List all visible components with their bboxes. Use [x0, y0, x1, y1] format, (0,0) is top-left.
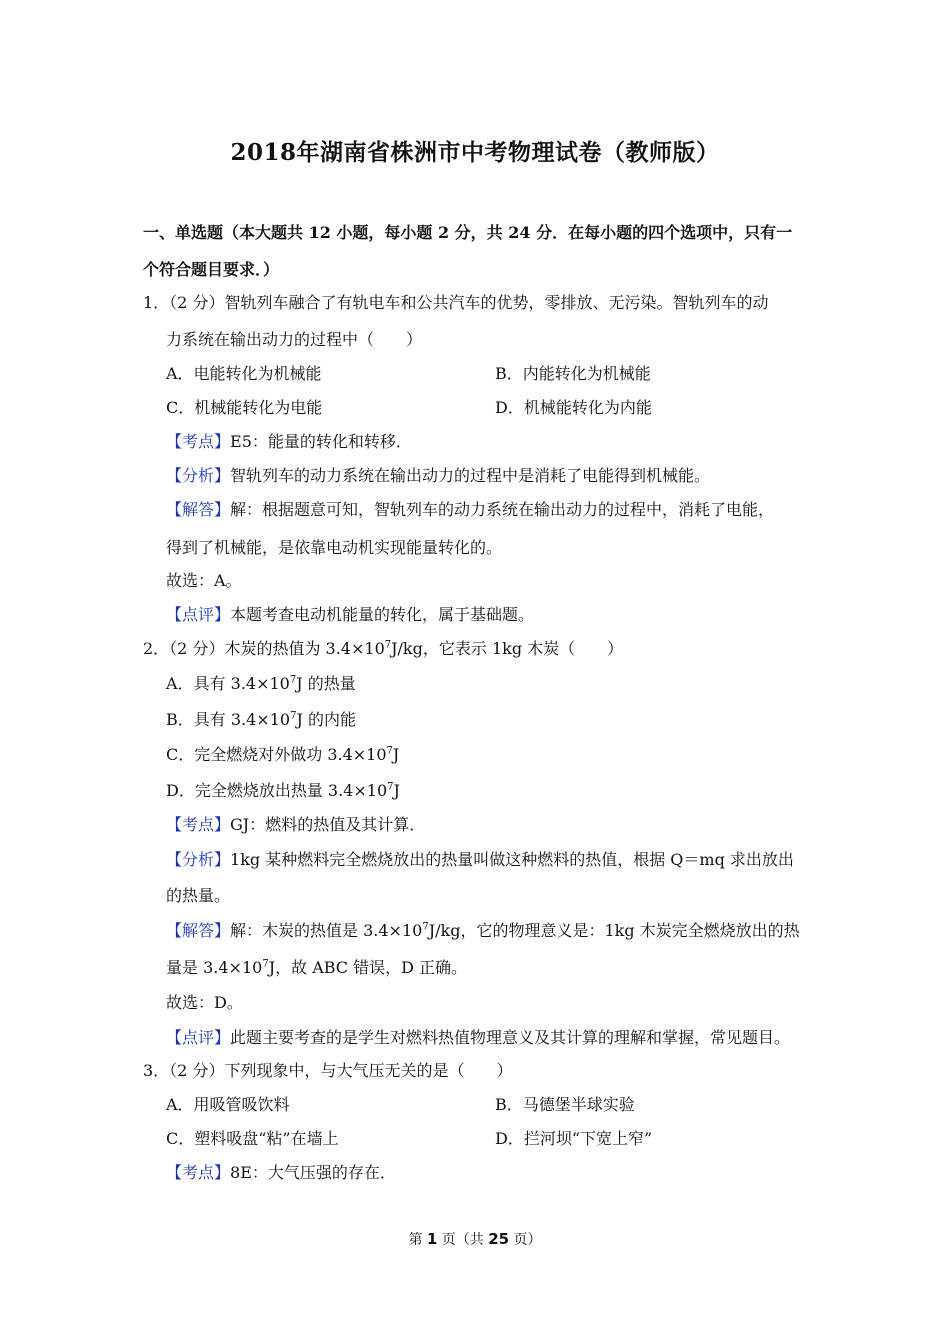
q3-option-b: B．马德堡半球实验: [495, 1095, 635, 1114]
footer-total-pages: 25: [488, 1230, 510, 1248]
q2-option-c-text-b: J: [392, 745, 400, 764]
q2-stem-exponent: 7: [384, 639, 392, 651]
exponent: 7: [290, 710, 297, 722]
footer-page-number: 1: [426, 1230, 438, 1248]
kaodian-label: 【考点】: [166, 432, 231, 451]
q2-dianping: [166, 1027, 790, 1049]
q2-option-d-text-b: J: [393, 781, 400, 800]
exponent: 7: [386, 745, 393, 757]
q2-fenxi-line1: [166, 849, 794, 871]
q3-kaodian: [166, 1162, 396, 1184]
section-heading-line2: 个符合题目要求．）: [143, 260, 280, 279]
q3-option-a: A．用吸管吸饮料: [166, 1095, 290, 1114]
q1-jieda-text1: 解：根据题意可知，智轨列车的动力系统在输出动力的过程中，消耗了电能，: [230, 500, 775, 519]
q1-option-d: D．机械能转化为内能: [495, 398, 652, 417]
exponent: 7: [262, 958, 269, 970]
fenxi-label: 【分析】: [166, 466, 231, 485]
q3-stem: 3．（2 分）下列现象中，与大气压无关的是（ ）: [143, 1061, 513, 1080]
q2-jieda-line1: [166, 920, 800, 942]
exponent: 7: [422, 921, 429, 933]
exponent: 7: [289, 674, 297, 686]
jieda-label: 【解答】: [166, 500, 231, 519]
q1-kaodian-text: E5：能量的转化和转移．: [230, 432, 412, 451]
kaodian-label: 【考点】: [166, 815, 231, 834]
q2-stem-text-b: J/kg，它表示 1kg 木炭（ ）: [391, 639, 624, 658]
q2-dianping-text: 此题主要考查的是学生对燃料热值物理意义及其计算的理解和掌握，常见题目。: [230, 1028, 791, 1047]
q1-stem-line2: 力系统在输出动力的过程中（ ）: [166, 330, 423, 349]
q1-fenxi: [166, 465, 710, 487]
q2-option-a: [166, 673, 356, 695]
q2-jieda2-text-b: J，故 ABC 错误，D 正确。: [268, 958, 468, 977]
q2-option-b-text-b: J 的内能: [296, 710, 356, 729]
section-heading-line1: 一、单选题（本大题共 12 小题，每小题 2 分，共 24 分．在每小题的四个选项中，只有一: [143, 223, 793, 242]
q3-option-c: C．塑料吸盘“粘”在墙上: [166, 1129, 339, 1148]
q2-fenxi-line2: 的热量。: [166, 886, 231, 905]
q2-stem-text-a: 2．（2 分）木炭的热值为 3.4×10: [143, 639, 385, 658]
q2-option-d: [166, 780, 400, 802]
q2-option-a-text-a: A．具有 3.4×10: [166, 674, 290, 693]
q1-option-a: A．电能转化为机械能: [166, 364, 322, 383]
q1-guxuan: 故选：A。: [166, 571, 242, 590]
q1-jieda-line1: [166, 499, 774, 521]
q2-fenxi-text1: 1kg 某种燃料完全燃烧放出的热量叫做这种燃料的热值，根据 Q＝mq 求出放出: [230, 850, 794, 869]
footer-suffix: 页）: [509, 1232, 542, 1248]
q2-option-c-text-a: C．完全燃烧对外做功 3.4×10: [166, 745, 387, 764]
q3-kaodian-text: 8E：大气压强的存在．: [230, 1163, 396, 1182]
q1-kaodian: [166, 431, 412, 453]
dianping-label: 【点评】: [166, 605, 231, 624]
fenxi-label: 【分析】: [166, 850, 231, 869]
q2-jieda1-text-a: 解：木炭的热值是 3.4×10: [230, 921, 423, 940]
q2-stem: [143, 638, 623, 660]
exponent: 7: [387, 781, 394, 793]
q1-fenxi-text: 智轨列车的动力系统在输出动力的过程中是消耗了电能得到机械能。: [230, 466, 711, 485]
q1-jieda-line2: 得到了机械能，是依靠电动机实现能量转化的。: [166, 538, 503, 557]
document-title: 2018年湖南省株洲市中考物理试卷（教师版）: [230, 139, 720, 166]
footer-prefix: 第: [408, 1232, 427, 1248]
kaodian-label: 【考点】: [166, 1163, 231, 1182]
q2-option-b: [166, 709, 356, 731]
jieda-label: 【解答】: [166, 921, 231, 940]
q1-stem-line1: 1．（2 分）智轨列车融合了有轨电车和公共汽车的优势，零排放、无污染。智轨列车的动: [143, 293, 769, 312]
q1-dianping-text: 本题考查电动机能量的转化，属于基础题。: [230, 605, 535, 624]
q2-option-a-text-b: J 的热量: [296, 674, 356, 693]
q2-kaodian: [166, 814, 425, 836]
q2-option-d-text-a: D．完全燃烧放出热量 3.4×10: [166, 781, 388, 800]
q2-kaodian-text: GJ：燃料的热值及其计算．: [230, 815, 426, 834]
q2-jieda-line2: [166, 957, 467, 979]
q1-option-b: B．内能转化为机械能: [495, 364, 651, 383]
q2-guxuan: 故选：D。: [166, 993, 243, 1012]
dianping-label: 【点评】: [166, 1028, 231, 1047]
q1-option-c: C．机械能转化为电能: [166, 398, 323, 417]
q2-option-b-text-a: B．具有 3.4×10: [166, 710, 291, 729]
q2-jieda2-text-a: 量是 3.4×10: [166, 958, 263, 977]
q1-dianping: [166, 604, 534, 626]
page-footer: [0, 1229, 950, 1249]
q2-jieda1-text-b: J/kg，它的物理意义是：1kg 木炭完全燃烧放出的热: [428, 921, 800, 940]
q2-option-c: [166, 744, 399, 766]
footer-middle: 页（共: [437, 1232, 489, 1248]
q3-option-d: D．拦河坝“下宽上窄”: [495, 1129, 653, 1148]
